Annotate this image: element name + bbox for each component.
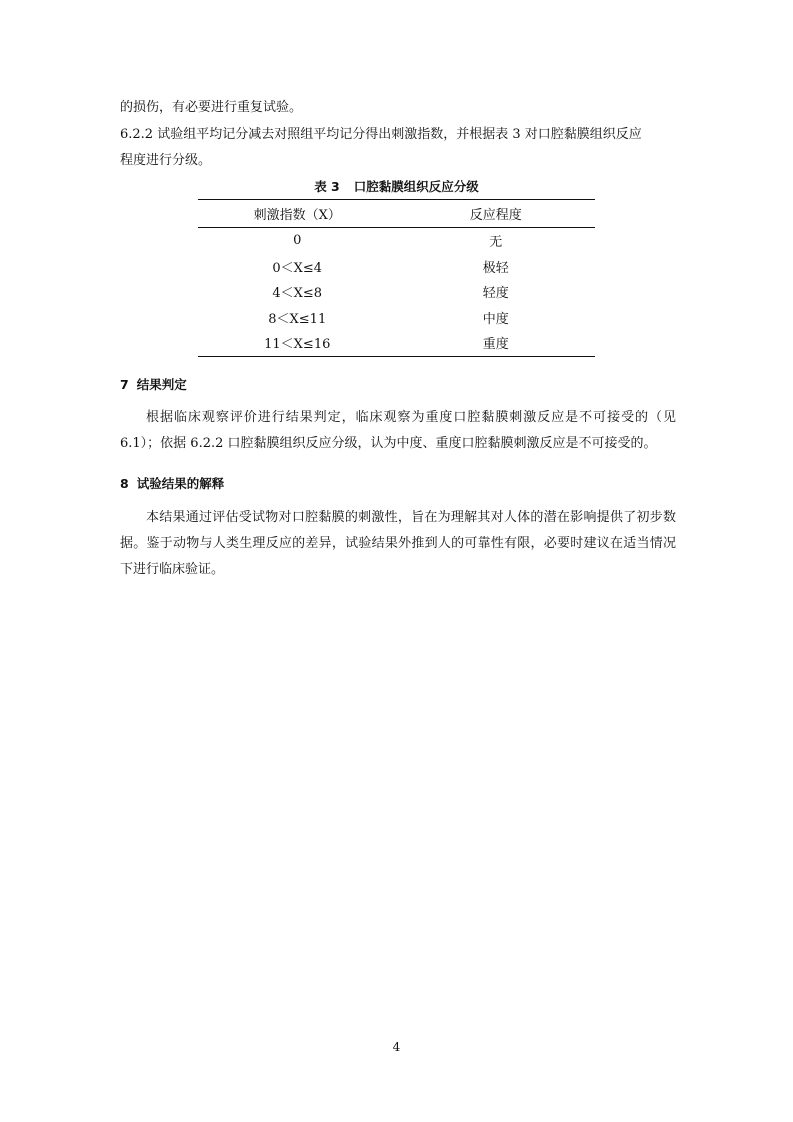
table-row	[198, 305, 595, 331]
table-row	[198, 228, 595, 254]
section-8-number: 8	[120, 476, 129, 491]
table-caption	[198, 177, 595, 195]
table-number: 表 3	[314, 179, 340, 194]
table-cell-degree: 轻度	[482, 286, 509, 302]
clause-6-2-2-continuation: 程度进行分级。	[120, 153, 212, 168]
section-7-title: 结果判定	[136, 377, 187, 392]
table-row	[198, 330, 595, 356]
section-8-paragraph: 本结果通过评估受试物对口腔黏膜的刺激性，旨在为理解其对人体的潜在影响提供了初步数据。鉴于动物与人类生理反应的差异，试验结果外推到人的可靠性有限，必要时建议在适当情况下进行临床验证。	[120, 510, 676, 577]
table-cell-degree: 中度	[482, 311, 509, 327]
section-7-paragraph: 根据临床观察评价进行结果判定，临床观察为重度口腔黏膜刺激反应是不可接受的（见 6.1）；依据 6.2.2 口腔黏膜组织反应分级，认为中度、重度口腔黏膜刺激反应是不可接受的。	[120, 410, 676, 451]
table-cell-degree: 极轻	[482, 260, 509, 276]
table-row	[198, 279, 595, 305]
section-7-number: 7	[120, 377, 129, 392]
paragraph-continuation: 的损伤，有必要进行重复试验。	[120, 100, 303, 115]
reaction-grade-table	[198, 199, 595, 357]
section-7-heading	[120, 375, 187, 393]
table-row	[198, 254, 595, 280]
table-cell-index: 8＜X≤11	[268, 311, 327, 327]
table-cell-index: 0＜X≤4	[272, 260, 323, 276]
table-cell-degree: 无	[489, 235, 503, 251]
table-header-row	[198, 200, 595, 228]
section-8-heading	[120, 474, 224, 492]
table-cell-index: 4＜X≤8	[272, 286, 323, 302]
page-number: 4	[392, 1040, 401, 1054]
header-irritation-index: 刺激指数（X）	[198, 200, 397, 228]
table-title: 口腔黏膜组织反应分级	[353, 179, 479, 194]
table-cell-degree: 重度	[397, 330, 596, 356]
clause-6-2-2: 6.2.2 试验组平均记分减去对照组平均记分得出刺激指数，并根据表 3 对口腔黏膜组织反应	[120, 127, 642, 142]
header-reaction-degree: 反应程度	[397, 200, 596, 228]
table-cell-index: 0	[293, 233, 302, 249]
table-cell-index: 11＜X≤16	[198, 330, 397, 356]
section-8-title: 试验结果的解释	[136, 476, 225, 491]
